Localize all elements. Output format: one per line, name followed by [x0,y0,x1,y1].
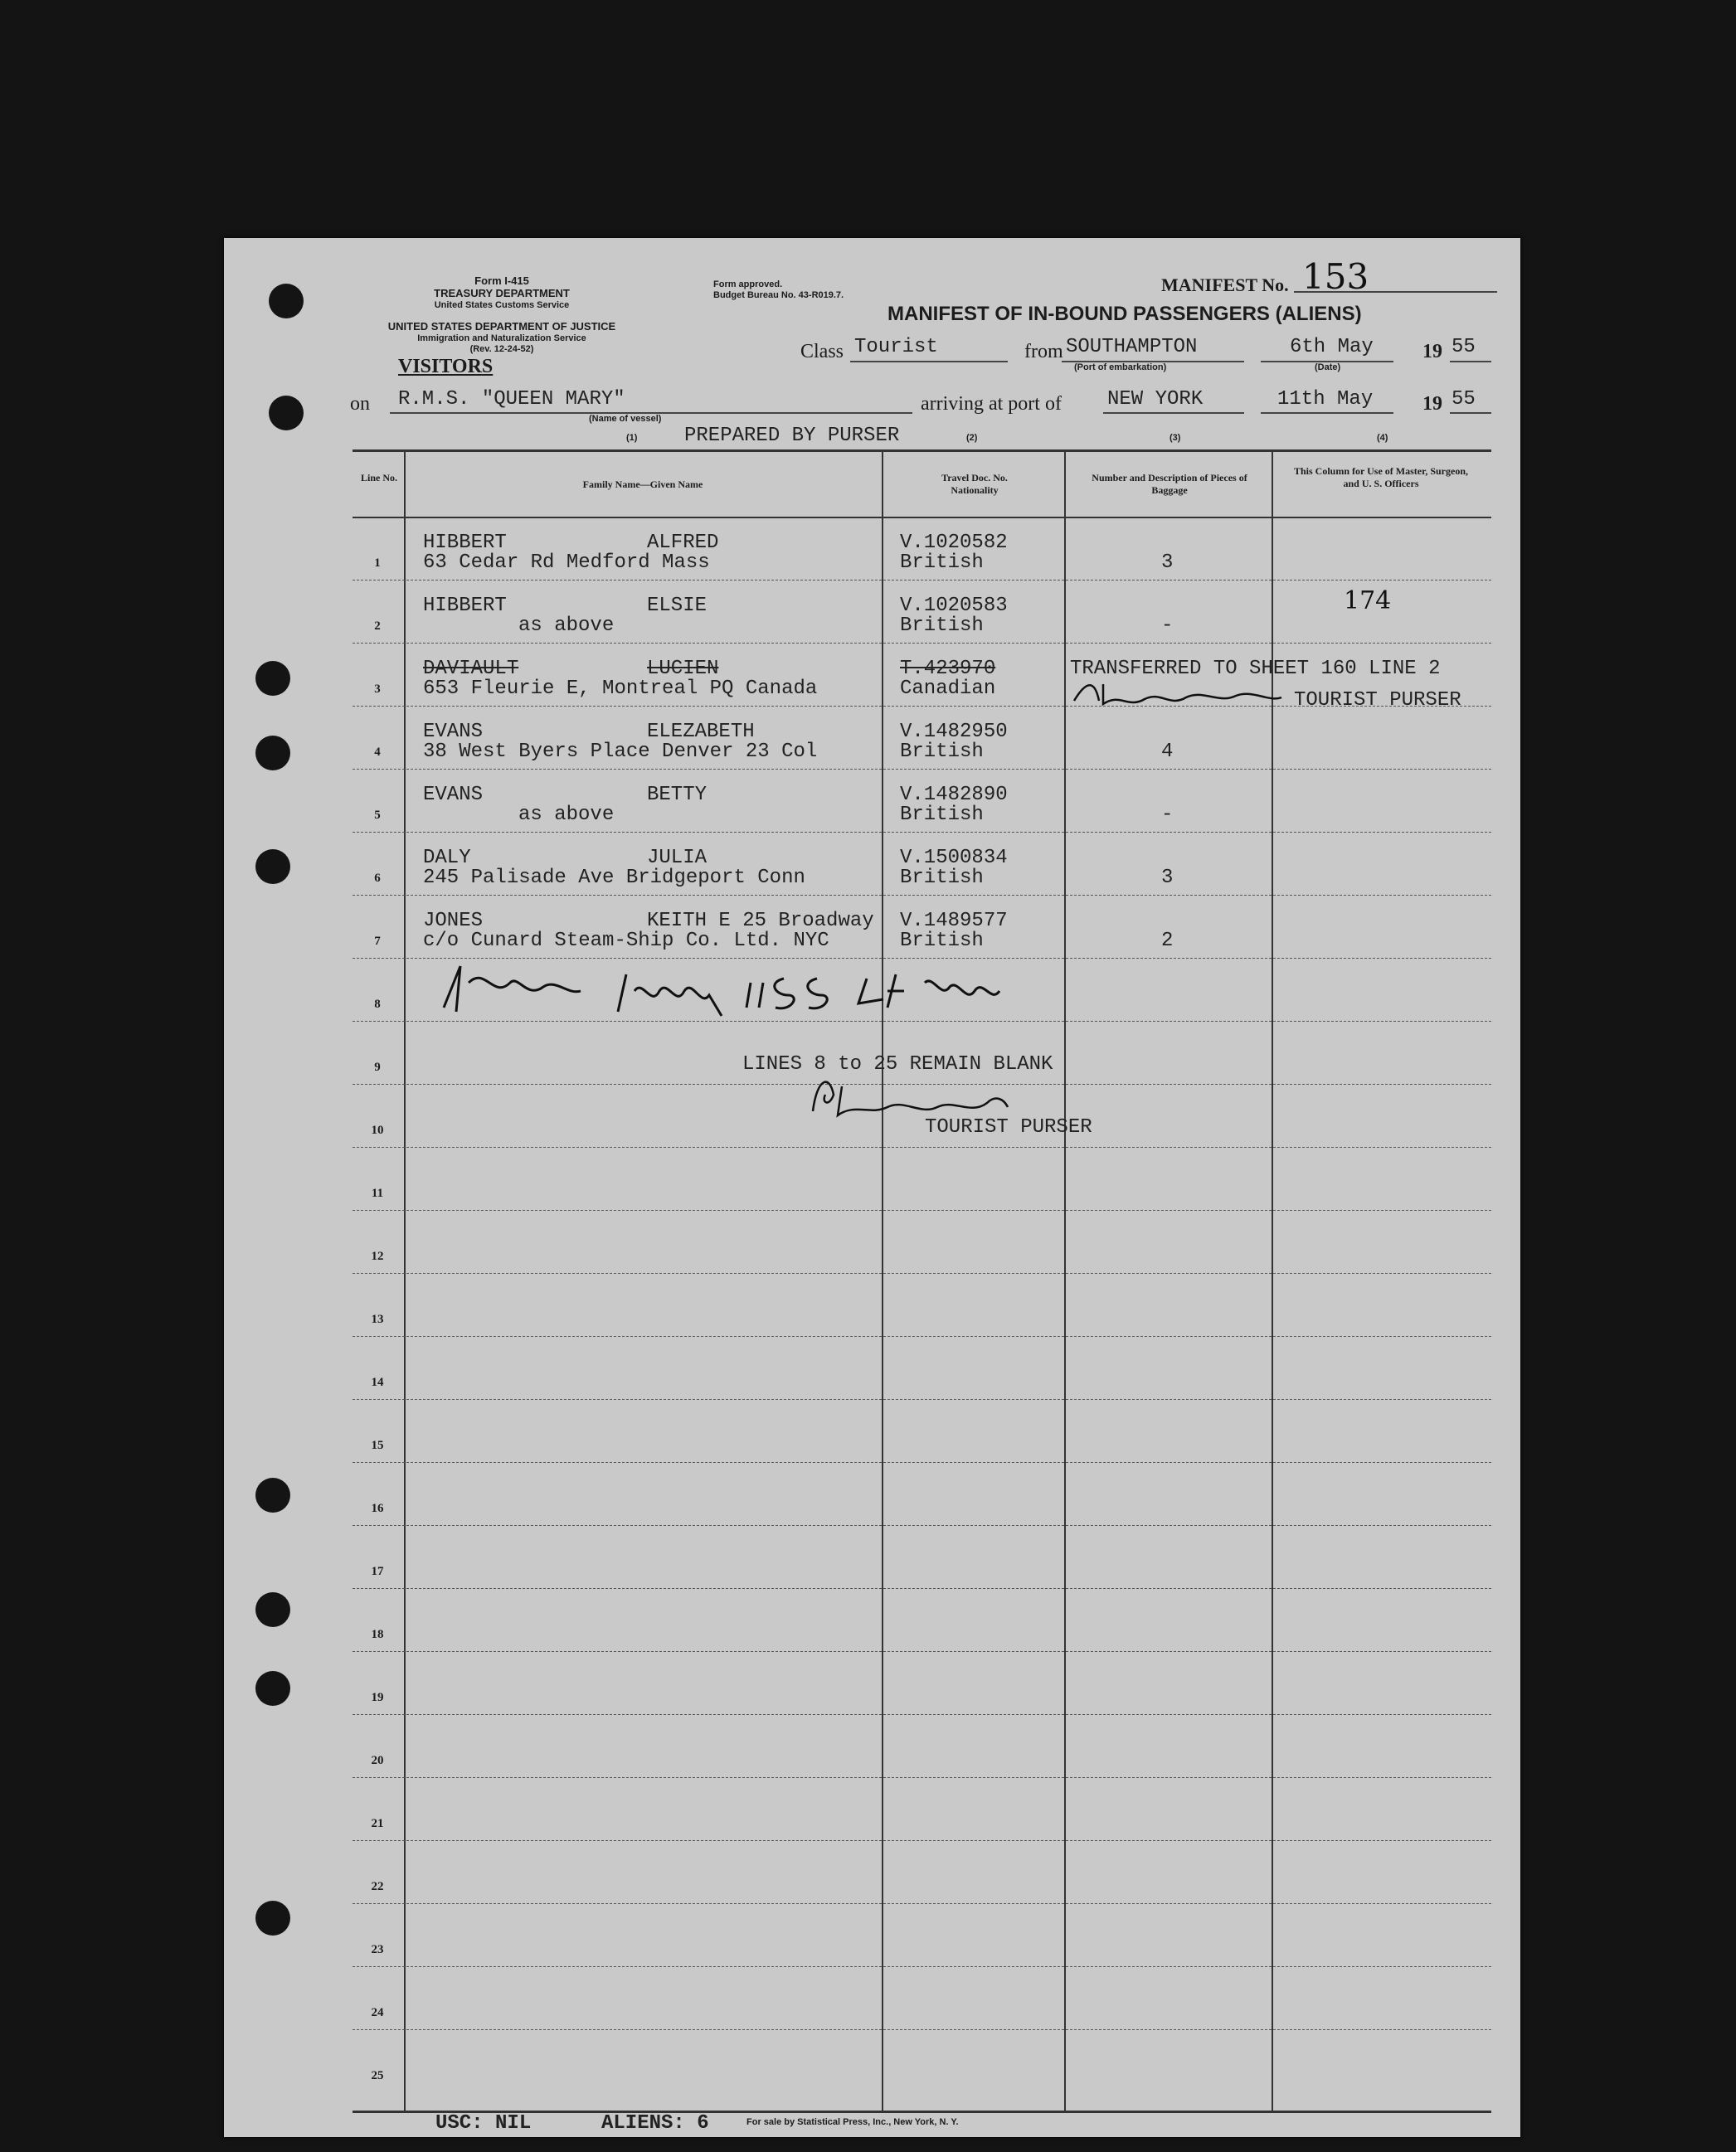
travel-doc: V.1500834 [900,847,1008,869]
row-rule [353,769,1491,770]
transfer-note: TRANSFERRED TO SHEET 160 LINE 2 [1070,658,1441,680]
nationality: British [900,551,984,574]
punch-hole [269,396,304,430]
budget-bureau: Budget Bureau No. 43-R019.7. [713,290,844,300]
manifest-sheet [224,238,1520,2137]
punch-hole [255,736,290,770]
address: 38 West Byers Place Denver 23 Col [423,741,818,763]
manifest-title: MANIFEST OF IN-BOUND PASSENGERS (ALIENS) [887,303,1362,325]
year-arrive: 55 [1452,388,1476,410]
nationality: British [900,867,984,889]
line-number: 8 [374,998,381,1011]
line-number: 2 [374,619,381,633]
form-number: Form I-415 [474,274,529,287]
class-label: Class [800,341,844,362]
row-rule [353,643,1491,644]
col-head-doc: Travel Doc. No. Nationality [941,472,1008,496]
col-head-officers: This Column for Use of Master, Surgeon, and U. S. Officers [1293,465,1468,489]
footer-usc: USC: NIL [435,2112,532,2135]
family-name: EVANS [423,721,484,743]
date-sublabel: (Date) [1315,362,1341,372]
baggage: 2 [1161,930,1174,952]
baggage: - [1161,804,1174,826]
given-name: ELSIE [647,595,708,617]
line-number: 6 [374,872,381,885]
family-name: HIBBERT [423,532,507,554]
row-rule [353,1966,1491,1967]
family-name: EVANS [423,784,484,806]
from-sublabel: (Port of embarkation) [1074,362,1167,372]
nationality: British [900,741,984,763]
travel-doc: V.1482890 [900,784,1008,806]
row-rule [353,1399,1491,1400]
line-number: 9 [374,1061,381,1074]
family-name: JONES [423,910,484,932]
line-number: 13 [371,1313,384,1326]
baggage: 3 [1161,867,1174,889]
travel-doc: V.1482950 [900,721,1008,743]
line-number: 25 [371,2069,384,2082]
address: c/o Cunard Steam-Ship Co. Ltd. NYC [423,930,829,952]
date-arrive: 11th May [1277,388,1374,410]
address: as above [518,804,615,826]
line-number: 22 [371,1880,384,1893]
row-rule [353,1777,1491,1778]
travel-doc: V.1020582 [900,532,1008,554]
row-rule [353,832,1491,833]
year-prefix-2: 19 [1422,393,1442,415]
col-num-4: (4) [1377,433,1388,443]
year-depart: 55 [1452,336,1476,358]
punch-hole [269,284,304,318]
row-rule [353,1903,1491,1904]
given-name: ELEZABETH [647,721,755,743]
from-value: SOUTHAMPTON [1066,336,1198,358]
row-rule [353,1714,1491,1715]
line-number: 23 [371,1943,384,1956]
address: 245 Palisade Ave Bridgeport Conn [423,867,805,889]
family-name: HIBBERT [423,595,507,617]
vessel-name: R.M.S. "QUEEN MARY" [398,388,625,410]
family-name: DALY [423,847,471,869]
purser-signature-2 [805,1070,1012,1120]
baggage: 4 [1161,741,1174,763]
address: 63 Cedar Rd Medford Mass [423,551,710,574]
year-prefix: 19 [1422,341,1442,362]
line-number: 11 [371,1187,384,1200]
line-number: 10 [371,1124,384,1137]
footer-sale: For sale by Statistical Press, Inc., New York, N. Y. [746,2117,959,2127]
treasury-dept: TREASURY DEPARTMENT [434,287,570,299]
nationality: British [900,615,984,637]
given-name: BETTY [647,784,708,806]
punch-hole [255,849,290,884]
form-approved: Form approved. [713,279,783,289]
baggage: 3 [1161,551,1174,574]
class-value: Tourist [854,336,938,358]
revision: (Rev. 12-24-52) [469,344,534,354]
row-rule [353,1147,1491,1148]
on-label: on [350,393,370,415]
manifest-table [353,449,1491,2113]
visitors-label: VISITORS [398,356,494,377]
col-head-baggage: Number and Description of Pieces of Baggage [1092,472,1247,496]
row-rule [353,1462,1491,1463]
purser-title: TOURIST PURSER [925,1116,1092,1139]
line-number: 4 [374,746,381,759]
line-number: 18 [371,1628,384,1641]
from-label: from [1024,341,1063,362]
col-num-1: (1) [626,433,638,443]
given-name: JULIA [647,847,708,869]
prepared-by: PREPARED BY PURSER [684,425,900,447]
travel-doc: V.1020583 [900,595,1008,617]
col-num-2: (2) [966,433,978,443]
punch-hole [255,1901,290,1936]
date-depart: 6th May [1290,336,1374,358]
line-number: 14 [371,1376,384,1389]
transfer-signature-title: TOURIST PURSER [1294,689,1461,712]
row-rule [353,1273,1491,1274]
row-rule [353,1210,1491,1211]
line-number: 17 [371,1565,384,1578]
vessel-sublabel: (Name of vessel) [589,414,662,424]
row-rule [353,1651,1491,1652]
travel-doc: T.423970 [900,658,996,680]
given-name: KEITH E 25 Broadway [647,910,874,932]
signature-scrawl [1070,676,1286,712]
col-num-3: (3) [1169,433,1181,443]
travel-doc: V.1489577 [900,910,1008,932]
arriving-label: arriving at port of [921,393,1062,415]
row-rule [353,2029,1491,2030]
col-head-name: Family Name—Given Name [582,478,703,490]
arrival-port: NEW YORK [1107,388,1204,410]
line-number: 21 [371,1817,384,1830]
family-name: DAVIAULT [423,658,519,680]
given-name: LUCIEN [647,658,719,680]
punch-hole [255,1592,290,1627]
col-head-line: Line No. [360,472,397,483]
manifest-no-label: MANIFEST No. [1161,274,1289,295]
line-number: 5 [374,809,381,822]
line-number: 1 [374,556,381,570]
line-number: 20 [371,1754,384,1767]
nationality: British [900,930,984,952]
line-number: 15 [371,1439,384,1452]
ins-service: Immigration and Naturalization Service [417,333,586,343]
address: 653 Fleurie E, Montreal PQ Canada [423,678,818,700]
line-number: 16 [371,1502,384,1515]
line-number: 12 [371,1250,384,1263]
line-number: 19 [371,1691,384,1704]
row-rule [353,1525,1491,1526]
given-name: ALFRED [647,532,719,554]
row-rule [353,580,1491,581]
purser-signature [1070,676,1286,719]
officer-note: 174 [1344,586,1392,615]
blank-lines-note: LINES 8 to 25 REMAIN BLANK [742,1053,1053,1076]
row-rule [353,1588,1491,1589]
footer-aliens: ALIENS: 6 [601,2112,709,2135]
line-number: 24 [371,2006,384,2019]
inspector-handwriting [435,958,1016,1024]
row-rule [353,895,1491,896]
line-number: 3 [374,683,381,696]
punch-hole [255,1478,290,1513]
line-number: 7 [374,935,381,948]
nationality: Canadian [900,678,996,700]
row-rule [353,1336,1491,1337]
customs-service: United States Customs Service [434,300,570,310]
manifest-no-value: 153 [1302,256,1369,297]
punch-hole [255,1671,290,1706]
punch-hole [255,661,290,696]
baggage: - [1161,615,1174,637]
address: as above [518,615,615,637]
row-rule [353,1840,1491,1841]
nationality: British [900,804,984,826]
justice-dept: UNITED STATES DEPARTMENT OF JUSTICE [387,320,616,333]
